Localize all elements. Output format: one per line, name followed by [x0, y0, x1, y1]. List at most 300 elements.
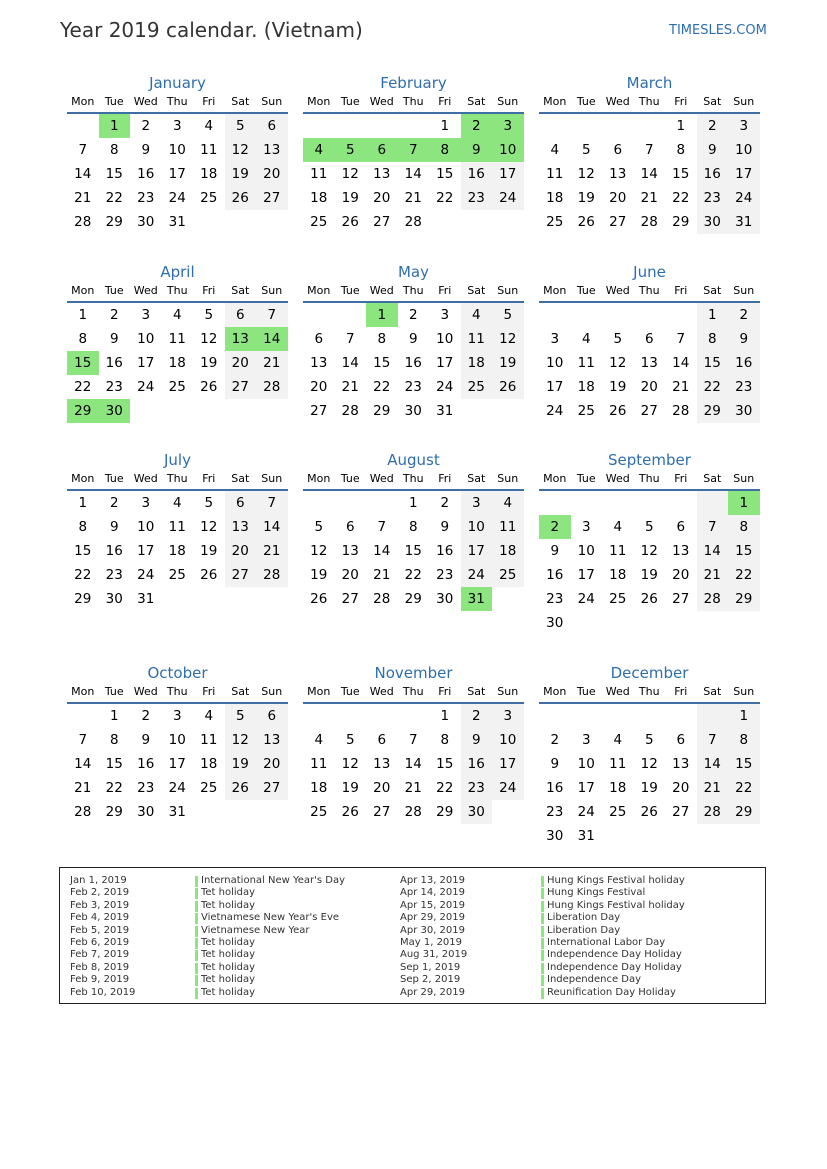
calendar-day[interactable]: 11 [492, 515, 524, 539]
calendar-day[interactable]: 18 [461, 351, 493, 375]
calendar-day[interactable]: 22 [105, 780, 123, 796]
calendar-day[interactable]: 3 [141, 307, 151, 323]
calendar-day[interactable]: 14 [373, 543, 391, 559]
calendar-day[interactable]: 5 [225, 114, 257, 138]
calendar-day[interactable]: 23 [546, 591, 564, 607]
calendar-day[interactable]: 9 [550, 543, 560, 559]
calendar-day[interactable]: 25 [310, 214, 328, 230]
calendar-day[interactable]: 2 [141, 118, 151, 134]
calendar-day[interactable]: 8 [697, 327, 729, 351]
calendar-day[interactable]: 16 [546, 780, 564, 796]
calendar-day[interactable]: 22 [672, 190, 690, 206]
calendar-day[interactable]: 5 [204, 495, 214, 511]
calendar-day[interactable]: 2 [141, 708, 151, 724]
calendar-day[interactable]: 28 [404, 804, 422, 820]
calendar-day[interactable]: 2 [109, 307, 119, 323]
calendar-day[interactable]: 24 [436, 379, 454, 395]
calendar-day[interactable]: 16 [461, 752, 493, 776]
calendar-day[interactable]: 6 [314, 331, 324, 347]
calendar-day[interactable]: 28 [697, 587, 729, 611]
calendar-day[interactable]: 3 [728, 114, 760, 138]
calendar-day[interactable]: 22 [74, 379, 92, 395]
calendar-day[interactable]: 9 [550, 756, 560, 772]
calendar-day[interactable]: 24 [492, 186, 524, 210]
calendar-day[interactable]: 20 [225, 539, 257, 563]
calendar-day[interactable]: 6 [256, 704, 288, 728]
holiday-day[interactable]: 1 [366, 303, 398, 327]
calendar-day[interactable]: 8 [440, 732, 450, 748]
calendar-day[interactable]: 10 [137, 519, 155, 535]
site-link[interactable]: TIMESLES.COM [669, 23, 767, 38]
calendar-day[interactable]: 24 [137, 567, 155, 583]
calendar-day[interactable]: 15 [728, 539, 760, 563]
calendar-day[interactable]: 17 [461, 539, 493, 563]
calendar-day[interactable]: 24 [577, 804, 595, 820]
calendar-day[interactable]: 15 [436, 166, 454, 182]
holiday-day[interactable]: 1 [99, 114, 131, 138]
calendar-day[interactable]: 30 [137, 804, 155, 820]
calendar-day[interactable]: 23 [461, 776, 493, 800]
calendar-day[interactable]: 29 [105, 804, 123, 820]
calendar-day[interactable]: 4 [613, 519, 623, 535]
calendar-day[interactable]: 7 [697, 728, 729, 752]
calendar-day[interactable]: 21 [672, 379, 690, 395]
calendar-day[interactable]: 5 [492, 303, 524, 327]
calendar-day[interactable]: 12 [200, 331, 218, 347]
holiday-day[interactable]: 1 [728, 491, 760, 515]
calendar-day[interactable]: 15 [728, 752, 760, 776]
calendar-day[interactable]: 6 [225, 491, 257, 515]
calendar-day[interactable]: 25 [609, 804, 627, 820]
calendar-day[interactable]: 17 [137, 355, 155, 371]
calendar-day[interactable]: 21 [404, 780, 422, 796]
calendar-day[interactable]: 27 [225, 375, 257, 399]
calendar-day[interactable]: 29 [728, 800, 760, 824]
calendar-day[interactable]: 22 [105, 190, 123, 206]
calendar-day[interactable]: 18 [168, 543, 186, 559]
calendar-day[interactable]: 11 [546, 166, 564, 182]
calendar-day[interactable]: 6 [256, 114, 288, 138]
calendar-day[interactable]: 22 [436, 780, 454, 796]
holiday-day[interactable]: 3 [492, 114, 524, 138]
calendar-day[interactable]: 7 [408, 732, 418, 748]
calendar-day[interactable]: 23 [404, 379, 422, 395]
calendar-day[interactable]: 31 [168, 214, 186, 230]
calendar-day[interactable]: 11 [609, 756, 627, 772]
calendar-day[interactable]: 11 [168, 331, 186, 347]
calendar-day[interactable]: 8 [408, 519, 418, 535]
calendar-day[interactable]: 7 [345, 331, 355, 347]
calendar-day[interactable]: 7 [697, 515, 729, 539]
calendar-day[interactable]: 27 [341, 591, 359, 607]
calendar-day[interactable]: 28 [74, 214, 92, 230]
calendar-day[interactable]: 28 [74, 804, 92, 820]
calendar-day[interactable]: 23 [105, 379, 123, 395]
calendar-day[interactable]: 19 [577, 190, 595, 206]
calendar-day[interactable]: 28 [404, 214, 422, 230]
calendar-day[interactable]: 3 [492, 704, 524, 728]
calendar-day[interactable]: 31 [436, 403, 454, 419]
calendar-day[interactable]: 16 [728, 351, 760, 375]
calendar-day[interactable]: 23 [728, 375, 760, 399]
holiday-day[interactable]: 30 [99, 399, 131, 423]
calendar-day[interactable]: 7 [78, 142, 88, 158]
calendar-day[interactable]: 22 [373, 379, 391, 395]
calendar-day[interactable]: 26 [200, 379, 218, 395]
calendar-day[interactable]: 14 [404, 166, 422, 182]
calendar-day[interactable]: 23 [436, 567, 454, 583]
calendar-day[interactable]: 13 [672, 543, 690, 559]
calendar-day[interactable]: 12 [341, 756, 359, 772]
holiday-day[interactable]: 31 [461, 587, 493, 611]
calendar-day[interactable]: 30 [728, 399, 760, 423]
calendar-day[interactable]: 18 [492, 539, 524, 563]
calendar-day[interactable]: 17 [492, 162, 524, 186]
calendar-day[interactable]: 29 [728, 587, 760, 611]
calendar-day[interactable]: 13 [373, 756, 391, 772]
calendar-day[interactable]: 3 [581, 519, 591, 535]
calendar-day[interactable]: 2 [550, 732, 560, 748]
calendar-day[interactable]: 1 [78, 307, 88, 323]
calendar-day[interactable]: 8 [728, 515, 760, 539]
calendar-day[interactable]: 21 [373, 567, 391, 583]
calendar-day[interactable]: 20 [640, 379, 658, 395]
holiday-day[interactable]: 9 [461, 138, 493, 162]
calendar-day[interactable]: 23 [546, 804, 564, 820]
calendar-day[interactable]: 29 [436, 804, 454, 820]
calendar-day[interactable]: 26 [341, 214, 359, 230]
calendar-day[interactable]: 11 [200, 142, 218, 158]
calendar-day[interactable]: 8 [728, 728, 760, 752]
calendar-day[interactable]: 24 [168, 780, 186, 796]
calendar-day[interactable]: 6 [676, 519, 686, 535]
calendar-day[interactable]: 4 [204, 708, 214, 724]
calendar-day[interactable]: 27 [373, 804, 391, 820]
calendar-day[interactable]: 26 [341, 804, 359, 820]
calendar-day[interactable]: 14 [404, 756, 422, 772]
calendar-day[interactable]: 22 [728, 776, 760, 800]
calendar-day[interactable]: 28 [640, 214, 658, 230]
calendar-day[interactable]: 31 [137, 591, 155, 607]
calendar-day[interactable]: 12 [225, 728, 257, 752]
calendar-day[interactable]: 12 [609, 355, 627, 371]
calendar-day[interactable]: 16 [105, 543, 123, 559]
calendar-day[interactable]: 4 [581, 331, 591, 347]
calendar-day[interactable]: 12 [200, 519, 218, 535]
calendar-day[interactable]: 13 [256, 728, 288, 752]
calendar-day[interactable]: 22 [436, 190, 454, 206]
calendar-day[interactable]: 19 [225, 162, 257, 186]
calendar-day[interactable]: 18 [310, 780, 328, 796]
calendar-day[interactable]: 26 [640, 804, 658, 820]
calendar-day[interactable]: 23 [461, 186, 493, 210]
calendar-day[interactable]: 9 [141, 732, 151, 748]
calendar-day[interactable]: 19 [200, 355, 218, 371]
calendar-day[interactable]: 19 [200, 543, 218, 559]
calendar-day[interactable]: 3 [581, 732, 591, 748]
calendar-day[interactable]: 8 [109, 732, 119, 748]
calendar-day[interactable]: 1 [440, 118, 450, 134]
calendar-day[interactable]: 23 [105, 567, 123, 583]
calendar-day[interactable]: 13 [672, 756, 690, 772]
calendar-day[interactable]: 7 [256, 303, 288, 327]
calendar-day[interactable]: 11 [200, 732, 218, 748]
calendar-day[interactable]: 18 [609, 567, 627, 583]
holiday-day[interactable]: 10 [492, 138, 524, 162]
calendar-day[interactable]: 15 [74, 543, 92, 559]
calendar-day[interactable]: 16 [436, 543, 454, 559]
calendar-day[interactable]: 21 [256, 351, 288, 375]
calendar-day[interactable]: 5 [204, 307, 214, 323]
calendar-day[interactable]: 30 [546, 615, 564, 631]
calendar-day[interactable]: 26 [225, 186, 257, 210]
calendar-day[interactable]: 4 [172, 307, 182, 323]
calendar-day[interactable]: 18 [200, 166, 218, 182]
calendar-day[interactable]: 25 [492, 563, 524, 587]
calendar-day[interactable]: 14 [256, 515, 288, 539]
calendar-day[interactable]: 15 [697, 351, 729, 375]
calendar-day[interactable]: 10 [577, 543, 595, 559]
calendar-day[interactable]: 16 [546, 567, 564, 583]
holiday-day[interactable]: 15 [67, 351, 99, 375]
calendar-day[interactable]: 17 [492, 752, 524, 776]
calendar-day[interactable]: 8 [78, 519, 88, 535]
calendar-day[interactable]: 20 [341, 567, 359, 583]
calendar-day[interactable]: 17 [436, 355, 454, 371]
calendar-day[interactable]: 1 [109, 708, 119, 724]
calendar-day[interactable]: 20 [225, 351, 257, 375]
calendar-day[interactable]: 25 [310, 804, 328, 820]
calendar-day[interactable]: 4 [204, 118, 214, 134]
calendar-day[interactable]: 9 [141, 142, 151, 158]
holiday-day[interactable]: 4 [303, 138, 335, 162]
calendar-day[interactable]: 21 [341, 379, 359, 395]
calendar-day[interactable]: 24 [546, 403, 564, 419]
calendar-day[interactable]: 20 [310, 379, 328, 395]
calendar-day[interactable]: 22 [728, 563, 760, 587]
calendar-day[interactable]: 24 [492, 776, 524, 800]
calendar-day[interactable]: 27 [672, 804, 690, 820]
calendar-day[interactable]: 30 [697, 210, 729, 234]
calendar-day[interactable]: 17 [168, 756, 186, 772]
calendar-day[interactable]: 18 [546, 190, 564, 206]
calendar-day[interactable]: 20 [609, 190, 627, 206]
calendar-day[interactable]: 20 [672, 780, 690, 796]
calendar-day[interactable]: 1 [408, 495, 418, 511]
calendar-day[interactable]: 21 [697, 776, 729, 800]
calendar-day[interactable]: 13 [310, 355, 328, 371]
calendar-day[interactable]: 11 [609, 543, 627, 559]
calendar-day[interactable]: 21 [256, 539, 288, 563]
calendar-day[interactable]: 7 [256, 491, 288, 515]
calendar-day[interactable]: 7 [377, 519, 387, 535]
calendar-day[interactable]: 29 [373, 403, 391, 419]
calendar-day[interactable]: 20 [373, 780, 391, 796]
calendar-day[interactable]: 26 [577, 214, 595, 230]
calendar-day[interactable]: 13 [341, 543, 359, 559]
calendar-day[interactable]: 20 [672, 567, 690, 583]
calendar-day[interactable]: 23 [697, 186, 729, 210]
calendar-day[interactable]: 6 [345, 519, 355, 535]
holiday-day[interactable]: 6 [366, 138, 398, 162]
calendar-day[interactable]: 7 [644, 142, 654, 158]
calendar-day[interactable]: 9 [697, 138, 729, 162]
calendar-day[interactable]: 19 [492, 351, 524, 375]
holiday-day[interactable]: 29 [67, 399, 99, 423]
calendar-day[interactable]: 14 [74, 756, 92, 772]
calendar-day[interactable]: 5 [225, 704, 257, 728]
calendar-day[interactable]: 14 [697, 752, 729, 776]
calendar-day[interactable]: 6 [613, 142, 623, 158]
calendar-day[interactable]: 2 [408, 307, 418, 323]
calendar-day[interactable]: 23 [137, 190, 155, 206]
calendar-day[interactable]: 25 [461, 375, 493, 399]
calendar-day[interactable]: 25 [168, 379, 186, 395]
calendar-day[interactable]: 27 [373, 214, 391, 230]
calendar-day[interactable]: 16 [461, 162, 493, 186]
calendar-day[interactable]: 17 [546, 379, 564, 395]
calendar-day[interactable]: 20 [373, 190, 391, 206]
calendar-day[interactable]: 19 [640, 780, 658, 796]
calendar-day[interactable]: 3 [172, 118, 182, 134]
calendar-day[interactable]: 28 [672, 403, 690, 419]
calendar-day[interactable]: 25 [168, 567, 186, 583]
calendar-day[interactable]: 24 [461, 563, 493, 587]
calendar-day[interactable]: 18 [609, 780, 627, 796]
calendar-day[interactable]: 23 [137, 780, 155, 796]
calendar-day[interactable]: 5 [613, 331, 623, 347]
calendar-day[interactable]: 27 [225, 563, 257, 587]
calendar-day[interactable]: 13 [609, 166, 627, 182]
calendar-day[interactable]: 28 [373, 591, 391, 607]
calendar-day[interactable]: 30 [546, 828, 564, 844]
calendar-day[interactable]: 22 [697, 375, 729, 399]
calendar-day[interactable]: 27 [256, 186, 288, 210]
calendar-day[interactable]: 10 [168, 732, 186, 748]
calendar-day[interactable]: 16 [137, 166, 155, 182]
holiday-day[interactable]: 2 [461, 114, 493, 138]
calendar-day[interactable]: 25 [200, 780, 218, 796]
calendar-day[interactable]: 5 [581, 142, 591, 158]
calendar-day[interactable]: 2 [109, 495, 119, 511]
calendar-day[interactable]: 6 [676, 732, 686, 748]
holiday-day[interactable]: 14 [256, 327, 288, 351]
calendar-day[interactable]: 29 [672, 214, 690, 230]
calendar-day[interactable]: 10 [728, 138, 760, 162]
calendar-day[interactable]: 8 [78, 331, 88, 347]
calendar-day[interactable]: 16 [105, 355, 123, 371]
calendar-day[interactable]: 1 [728, 704, 760, 728]
calendar-day[interactable]: 9 [109, 519, 119, 535]
calendar-day[interactable]: 19 [225, 752, 257, 776]
calendar-day[interactable]: 13 [256, 138, 288, 162]
calendar-day[interactable]: 20 [256, 162, 288, 186]
calendar-day[interactable]: 8 [109, 142, 119, 158]
calendar-day[interactable]: 28 [697, 800, 729, 824]
calendar-day[interactable]: 15 [404, 543, 422, 559]
calendar-day[interactable]: 8 [377, 331, 387, 347]
calendar-day[interactable]: 4 [550, 142, 560, 158]
holiday-day[interactable]: 7 [398, 138, 430, 162]
calendar-day[interactable]: 7 [676, 331, 686, 347]
calendar-day[interactable]: 19 [640, 567, 658, 583]
calendar-day[interactable]: 24 [168, 190, 186, 206]
calendar-day[interactable]: 17 [168, 166, 186, 182]
calendar-day[interactable]: 21 [74, 190, 92, 206]
calendar-day[interactable]: 15 [373, 355, 391, 371]
calendar-day[interactable]: 30 [436, 591, 454, 607]
calendar-day[interactable]: 19 [310, 567, 328, 583]
calendar-day[interactable]: 12 [225, 138, 257, 162]
calendar-day[interactable]: 5 [644, 732, 654, 748]
calendar-day[interactable]: 1 [440, 708, 450, 724]
calendar-day[interactable]: 5 [644, 519, 654, 535]
calendar-day[interactable]: 26 [640, 591, 658, 607]
calendar-day[interactable]: 10 [577, 756, 595, 772]
calendar-day[interactable]: 3 [440, 307, 450, 323]
calendar-day[interactable]: 22 [404, 567, 422, 583]
calendar-day[interactable]: 3 [172, 708, 182, 724]
calendar-day[interactable]: 22 [74, 567, 92, 583]
calendar-day[interactable]: 12 [577, 166, 595, 182]
calendar-day[interactable]: 25 [546, 214, 564, 230]
calendar-day[interactable]: 10 [137, 331, 155, 347]
calendar-day[interactable]: 26 [200, 567, 218, 583]
calendar-day[interactable]: 18 [310, 190, 328, 206]
calendar-day[interactable]: 17 [728, 162, 760, 186]
calendar-day[interactable]: 6 [377, 732, 387, 748]
calendar-day[interactable]: 17 [137, 543, 155, 559]
calendar-day[interactable]: 27 [310, 403, 328, 419]
calendar-day[interactable]: 3 [550, 331, 560, 347]
calendar-day[interactable]: 9 [440, 519, 450, 535]
calendar-day[interactable]: 28 [256, 563, 288, 587]
calendar-day[interactable]: 24 [137, 379, 155, 395]
calendar-day[interactable]: 18 [168, 355, 186, 371]
calendar-day[interactable]: 10 [492, 728, 524, 752]
calendar-day[interactable]: 12 [640, 543, 658, 559]
calendar-day[interactable]: 15 [436, 756, 454, 772]
calendar-day[interactable]: 11 [310, 166, 328, 182]
calendar-day[interactable]: 12 [492, 327, 524, 351]
calendar-day[interactable]: 12 [640, 756, 658, 772]
calendar-day[interactable]: 25 [200, 190, 218, 206]
calendar-day[interactable]: 26 [609, 403, 627, 419]
calendar-day[interactable]: 25 [577, 403, 595, 419]
calendar-day[interactable]: 26 [310, 591, 328, 607]
calendar-day[interactable]: 10 [461, 515, 493, 539]
calendar-day[interactable]: 2 [461, 704, 493, 728]
calendar-day[interactable]: 27 [640, 403, 658, 419]
calendar-day[interactable]: 29 [105, 214, 123, 230]
calendar-day[interactable]: 31 [168, 804, 186, 820]
calendar-day[interactable]: 11 [577, 355, 595, 371]
calendar-day[interactable]: 12 [310, 543, 328, 559]
calendar-day[interactable]: 18 [577, 379, 595, 395]
calendar-day[interactable]: 10 [546, 355, 564, 371]
calendar-day[interactable]: 30 [404, 403, 422, 419]
calendar-day[interactable]: 2 [440, 495, 450, 511]
calendar-day[interactable]: 10 [436, 331, 454, 347]
calendar-day[interactable]: 4 [461, 303, 493, 327]
calendar-day[interactable]: 24 [577, 591, 595, 607]
calendar-day[interactable]: 1 [78, 495, 88, 511]
calendar-day[interactable]: 19 [341, 190, 359, 206]
calendar-day[interactable]: 9 [109, 331, 119, 347]
calendar-day[interactable]: 5 [345, 732, 355, 748]
calendar-day[interactable]: 26 [492, 375, 524, 399]
calendar-day[interactable]: 9 [408, 331, 418, 347]
